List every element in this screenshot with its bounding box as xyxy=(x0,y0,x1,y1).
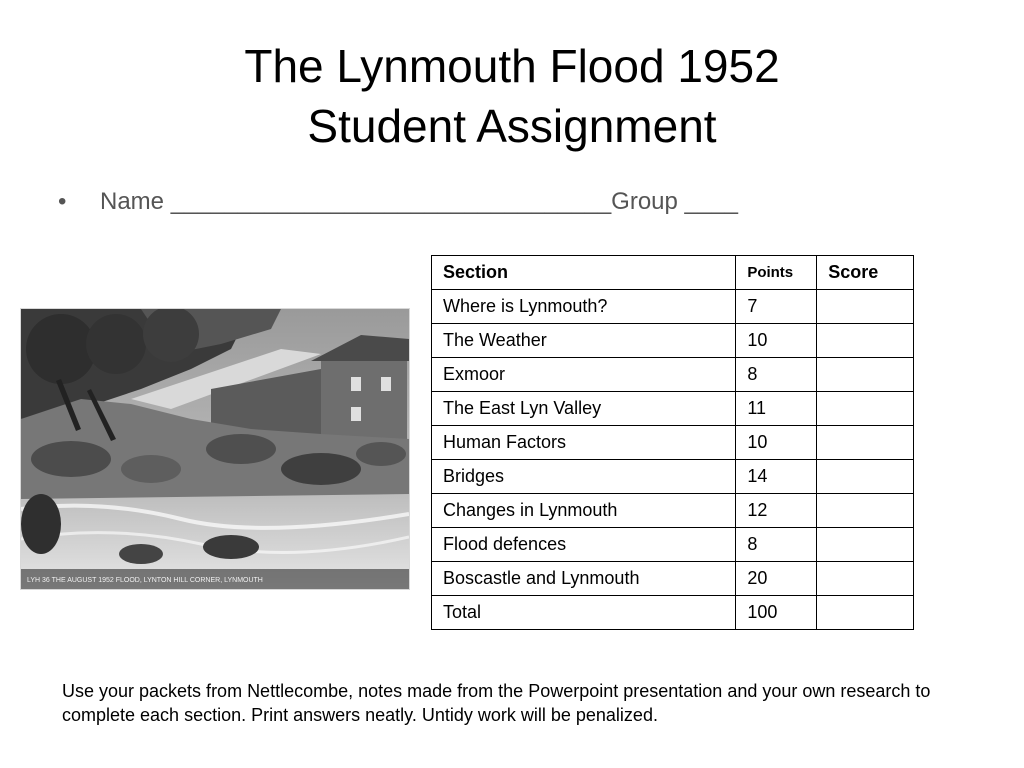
flood-photo-image xyxy=(21,309,409,589)
assignment-score-table xyxy=(431,255,914,630)
table-body xyxy=(432,290,914,630)
points-cell: 8 xyxy=(736,358,817,392)
score-cell[interactable] xyxy=(817,562,914,596)
points-cell: 14 xyxy=(736,460,817,494)
photo-caption: LYH 36 THE AUGUST 1952 FLOOD, LYNTON HILL CORNER, LYNMOUTH xyxy=(27,577,263,584)
section-cell: Bridges xyxy=(432,460,736,494)
score-cell[interactable] xyxy=(817,392,914,426)
score-cell[interactable] xyxy=(817,596,914,630)
points-cell: 8 xyxy=(736,528,817,562)
assignment-instructions: Use your packets from Nettlecombe, notes made from the Powerpoint presentation and your own research to complete each section. Print answers neatly. Untidy work will be penalized. xyxy=(62,681,931,725)
score-cell[interactable] xyxy=(817,426,914,460)
points-cell: 12 xyxy=(736,494,817,528)
section-cell: The East Lyn Valley xyxy=(432,392,736,426)
table-row xyxy=(432,596,914,630)
table-row xyxy=(432,392,914,426)
table-row xyxy=(432,290,914,324)
section-cell: Changes in Lynmouth xyxy=(432,494,736,528)
score-cell[interactable] xyxy=(817,358,914,392)
section-cell: Human Factors xyxy=(432,426,736,460)
name-group-text: Name _________________________________Group ____ xyxy=(100,188,738,215)
points-cell: 11 xyxy=(736,392,817,426)
score-cell[interactable] xyxy=(817,460,914,494)
table-row xyxy=(432,562,914,596)
score-cell[interactable] xyxy=(817,324,914,358)
slide-title xyxy=(0,36,1024,156)
table-row xyxy=(432,358,914,392)
bullet-icon: • xyxy=(58,188,67,215)
section-cell: The Weather xyxy=(432,324,736,358)
points-cell: 20 xyxy=(736,562,817,596)
section-cell: Where is Lynmouth? xyxy=(432,290,736,324)
score-cell[interactable] xyxy=(817,528,914,562)
name-group-line xyxy=(58,188,738,216)
table-row xyxy=(432,494,914,528)
points-cell: 10 xyxy=(736,426,817,460)
score-cell[interactable] xyxy=(817,494,914,528)
table-header-row xyxy=(432,256,914,290)
flood-photo xyxy=(20,308,410,590)
header-score: Score xyxy=(817,256,914,290)
score-cell[interactable] xyxy=(817,290,914,324)
points-cell: 10 xyxy=(736,324,817,358)
table-row xyxy=(432,324,914,358)
table-row xyxy=(432,426,914,460)
section-cell: Flood defences xyxy=(432,528,736,562)
table-row xyxy=(432,460,914,494)
title-line-2: Student Assignment xyxy=(307,100,717,152)
header-section: Section xyxy=(432,256,736,290)
section-cell: Boscastle and Lynmouth xyxy=(432,562,736,596)
points-cell: 100 xyxy=(736,596,817,630)
section-cell: Total xyxy=(432,596,736,630)
points-cell: 7 xyxy=(736,290,817,324)
section-cell: Exmoor xyxy=(432,358,736,392)
header-points: Points xyxy=(736,256,817,290)
title-line-1: The Lynmouth Flood 1952 xyxy=(244,40,780,92)
table-row xyxy=(432,528,914,562)
